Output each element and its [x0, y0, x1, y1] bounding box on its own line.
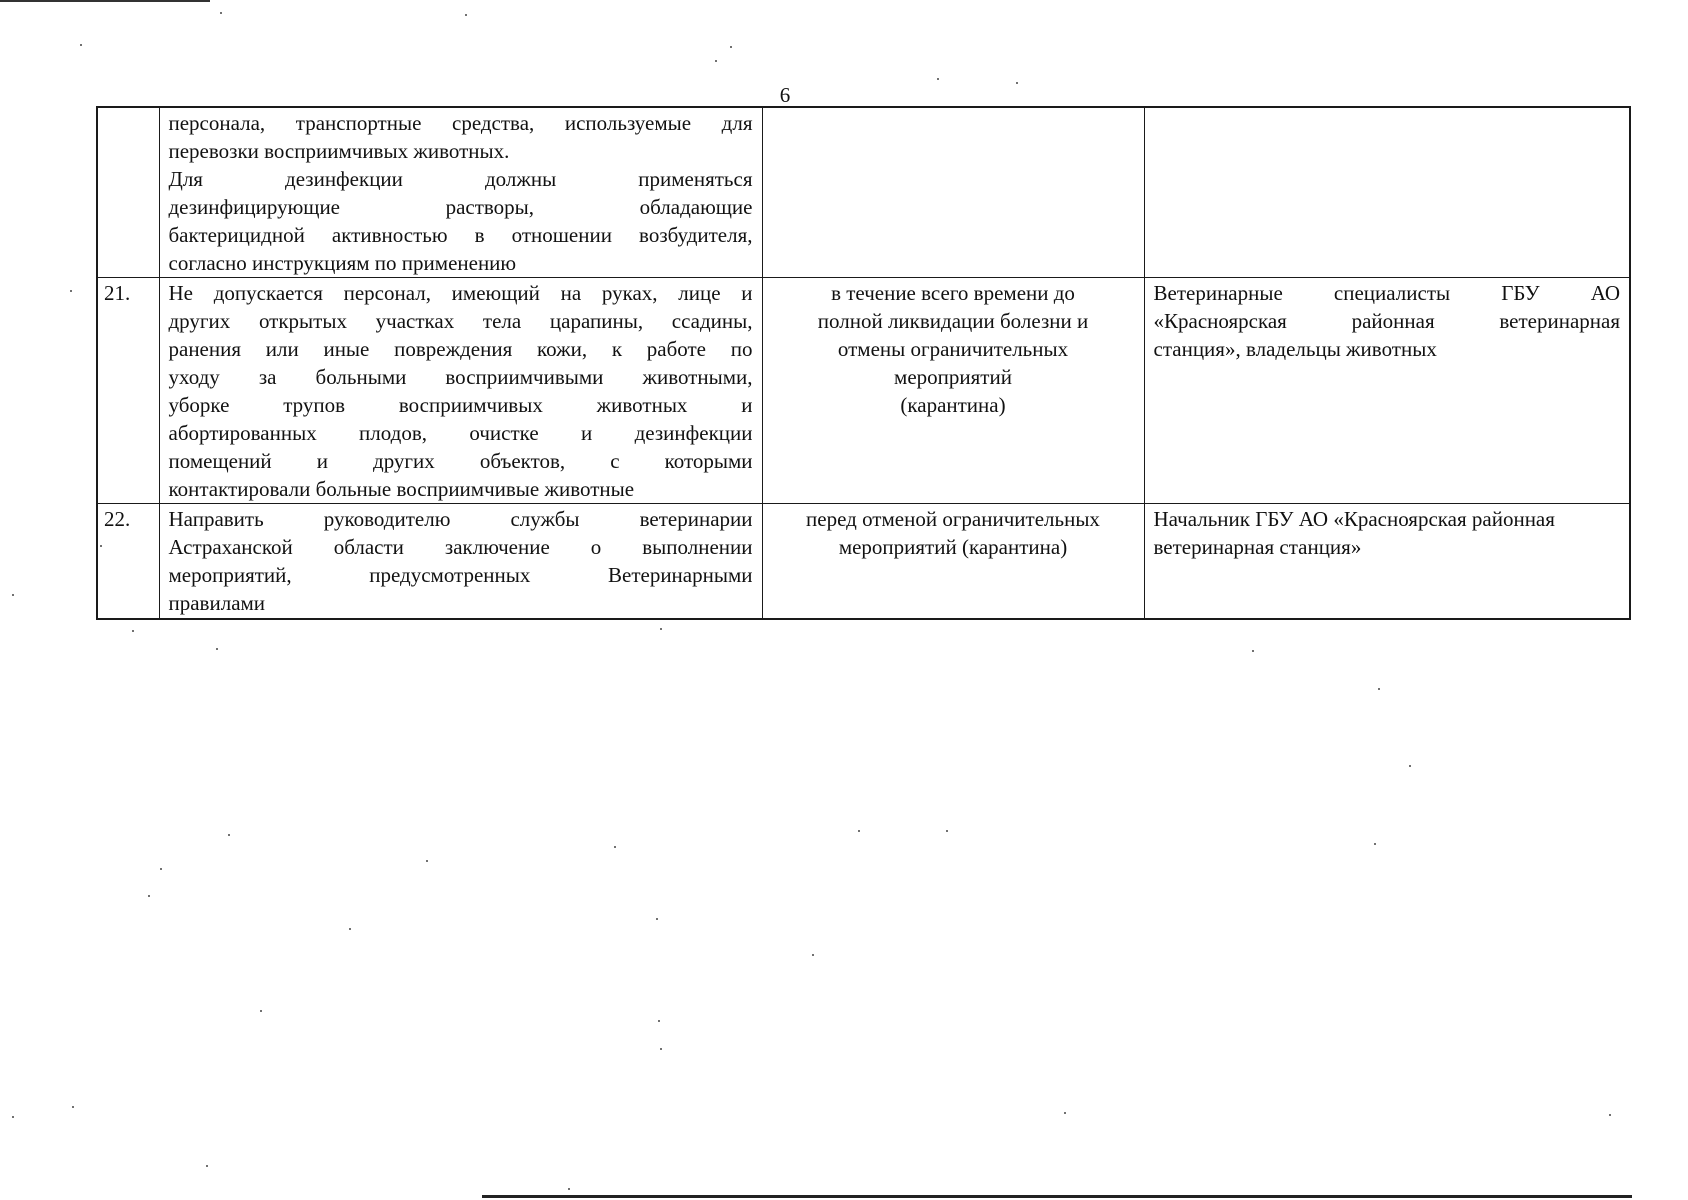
action-line: дезинфицирующие растворы, обладающие [168, 195, 753, 219]
responsible-line: Начальник ГБУ АО «Красноярская районная [1153, 507, 1555, 531]
action-line: уборке трупов восприимчивых животных и [168, 393, 753, 417]
page-number: 6 [779, 83, 791, 107]
responsible-cell [1144, 107, 1630, 278]
deadline-line: мероприятий (карантина) [838, 535, 1068, 559]
scan-speck [1609, 1114, 1611, 1116]
action-line: правилами [168, 591, 266, 615]
scan-speck [160, 868, 162, 870]
deadline-line: в течение всего времени до [831, 281, 1075, 305]
action-line: Астраханской области заключение о выполнении [168, 535, 753, 559]
deadline-cell [762, 107, 1144, 278]
action-line: абортированных плодов, очистке и дезинфекции [168, 421, 753, 445]
table-row [97, 504, 1630, 619]
action-line: персонала, транспортные средства, используемые для [168, 111, 753, 135]
responsible-cell [1144, 504, 1630, 619]
deadline-cell [762, 504, 1144, 619]
scan-speck [858, 830, 860, 832]
action-line: Направить руководителю службы ветеринарии [168, 507, 753, 531]
responsible-line: «Красноярская районная ветеринарная [1153, 309, 1620, 333]
scan-speck [1252, 650, 1254, 652]
action-cell [159, 278, 762, 504]
action-line: мероприятий, предусмотренных Ветеринарными [168, 563, 753, 587]
scan-speck [1374, 843, 1376, 845]
scan-speck [349, 928, 351, 930]
scan-speck [465, 14, 467, 16]
action-line: уходу за больными восприимчивыми животными, [168, 365, 753, 389]
scan-speck [72, 1106, 74, 1108]
responsible-line: Ветеринарные специалисты ГБУ АО [1153, 281, 1620, 305]
scan-speck [656, 918, 658, 920]
row-number [97, 107, 159, 278]
scan-speck [730, 46, 732, 48]
scan-speck [80, 44, 82, 46]
table-row [97, 278, 1630, 504]
action-line: перевозки восприимчивых животных. [168, 139, 510, 163]
scan-speck [216, 648, 218, 650]
responsible-line: ветеринарная станция» [1153, 535, 1362, 559]
scan-edge-mark [482, 1195, 1632, 1198]
scan-speck [220, 12, 222, 14]
action-line: бактерицидной активностью в отношении возбудителя, [168, 223, 753, 247]
deadline-line: полной ликвидации болезни и [817, 309, 1089, 333]
action-line: Для дезинфекции должны применяться [168, 167, 753, 191]
action-line: других открытых участках тела царапины, ссадины, [168, 309, 753, 333]
scan-speck [946, 830, 948, 832]
responsible-cell [1144, 278, 1630, 504]
action-line: контактировали больные восприимчивые животные [168, 477, 635, 501]
scan-speck [715, 60, 717, 62]
scan-speck [812, 954, 814, 956]
scan-speck [260, 1010, 262, 1012]
scan-speck [1409, 765, 1411, 767]
scan-speck [132, 630, 134, 632]
scan-speck [12, 1116, 14, 1118]
deadline-line: отмены ограничительных [837, 337, 1069, 361]
scan-speck [1378, 688, 1380, 690]
deadline-line: (карантина) [900, 393, 1006, 417]
action-cell [159, 504, 762, 619]
action-line: помещений и других объектов, с которыми [168, 449, 753, 473]
scan-speck [70, 290, 72, 292]
measures-table [96, 106, 1631, 620]
scan-speck [614, 846, 616, 848]
table-row [97, 107, 1630, 278]
scan-speck [12, 594, 14, 596]
scan-speck [1064, 1112, 1066, 1114]
row-number: 21. [97, 278, 159, 504]
scan-speck [100, 545, 102, 547]
row-number: 22. [97, 504, 159, 619]
scan-speck [1016, 82, 1018, 84]
scan-edge-mark [0, 0, 210, 2]
action-line: Не допускается персонал, имеющий на руках, лице и [168, 281, 753, 305]
scan-speck [426, 860, 428, 862]
deadline-cell [762, 278, 1144, 504]
deadline-line: перед отменой ограничительных [806, 507, 1100, 531]
action-line: согласно инструкциям по применению [168, 251, 517, 275]
scan-speck [660, 1048, 662, 1050]
action-line: ранения или иные повреждения кожи, к работе по [168, 337, 753, 361]
scan-speck [937, 78, 939, 80]
action-cell [159, 107, 762, 278]
scan-speck [658, 1020, 660, 1022]
scan-speck [660, 628, 662, 630]
responsible-line: станция», владельцы животных [1153, 337, 1437, 361]
scan-speck [206, 1165, 208, 1167]
deadline-line: мероприятий [894, 365, 1012, 389]
scan-speck [228, 834, 230, 836]
scan-speck [568, 1188, 570, 1190]
scan-speck [148, 895, 150, 897]
